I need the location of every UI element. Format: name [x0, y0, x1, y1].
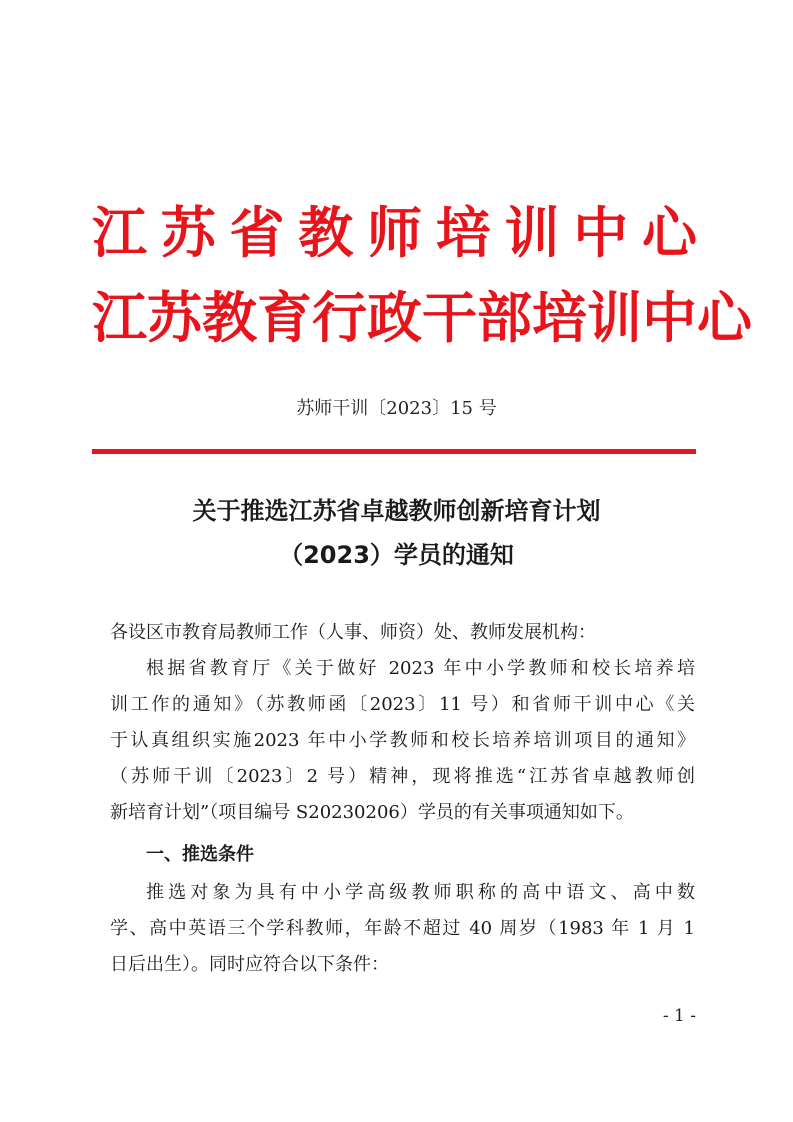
- paragraph-1-line: 根据省教育厅《关于做好 2023 年中小学教师和校长培养培: [146, 658, 695, 679]
- red-separator-line: [92, 449, 696, 454]
- issuing-org-name-1: 江苏省教师培训中心: [92, 201, 697, 265]
- paragraph-1-line: （苏师干训〔2023〕2 号）精神，现将推选“江苏省卓越教师创: [110, 766, 695, 787]
- section-1-heading: 一、推选条件: [146, 844, 254, 865]
- paragraph-2-line: 学、高中英语三个学科教师，年龄不超过 40 周岁（1983 年 1 月 1: [110, 918, 695, 939]
- paragraph-1-line: 新培育计划”（项目编号 S20230206）学员的有关事项通知如下。: [110, 802, 634, 823]
- document-title-line-1: 关于推选江苏省卓越教师创新培育计划: [192, 497, 601, 525]
- page-number: - 1 -: [662, 1006, 696, 1026]
- document-number: 苏师干训〔2023〕15 号: [296, 398, 497, 419]
- paragraph-2-line: 日后出生）。同时应符合以下条件：: [110, 954, 389, 975]
- salutation: 各设区市教育局教师工作（人事、师资）处、教师发展机构：: [110, 622, 596, 643]
- paragraph-1-line: 于认真组织实施2023 年中小学教师和校长培养培训项目的通知》: [110, 730, 695, 751]
- paragraph-1-line: 训工作的通知》（苏教师函〔2023〕11 号）和省师干训中心《关: [110, 694, 695, 715]
- paragraph-2-line: 推选对象为具有中小学高级教师职称的高中语文、高中数: [146, 882, 695, 903]
- document-title-line-2: （2023）学员的通知: [279, 541, 514, 569]
- issuing-org-name-2: 江苏教育行政干部培训中心: [92, 286, 753, 350]
